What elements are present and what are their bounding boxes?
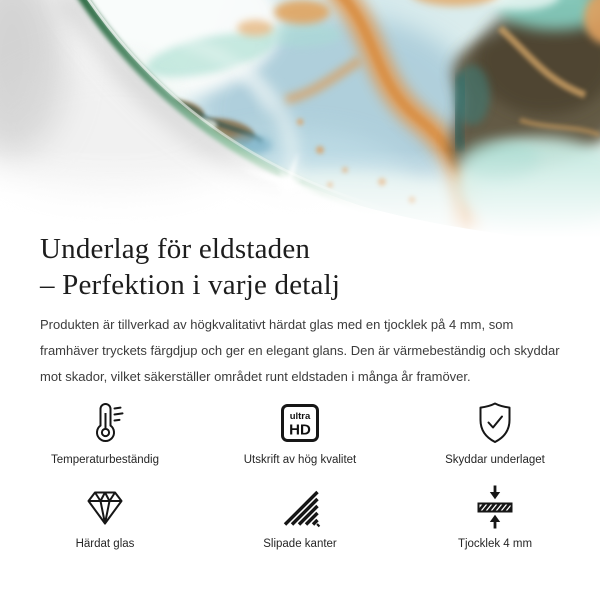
thermometer-icon — [81, 399, 129, 447]
feature-label: Temperaturbeständig — [50, 454, 160, 466]
feature-label: Härdat glas — [75, 538, 135, 550]
feature-label: Utskrift av hög kvalitet — [243, 454, 357, 466]
shield-check-icon — [471, 399, 519, 447]
feature-thickness — [420, 483, 570, 550]
diamond-icon — [81, 483, 129, 531]
page-title-line1: Underlag för eldstaden — [40, 233, 311, 265]
page-title — [40, 231, 340, 303]
product-description: Produkten är tillverkad av högkvalitativt härdat glas med en tjocklek på 4 mm, som framhäver tryckets färgdjup och ger en elegant glans. Den är värmebeständig och skyddar mot skador, vilket säkerställer området runt eldstaden i många år framöver. — [40, 317, 560, 384]
feature-protects — [420, 399, 570, 466]
beveled-edge-icon — [276, 483, 324, 531]
thickness-icon — [471, 483, 519, 531]
feature-grid — [30, 399, 570, 550]
feature-print-quality — [225, 399, 375, 466]
ultra-text: ultra — [289, 411, 311, 422]
page-title-line2: – Perfektion i varje detalj — [40, 269, 341, 301]
feature-polished-edges — [225, 483, 375, 550]
feature-label: Tjocklek 4 mm — [457, 538, 533, 550]
photo-fade — [0, 0, 600, 240]
glass-panel-image — [0, 0, 600, 240]
product-photo — [0, 0, 600, 240]
feature-label: Slipade kanter — [263, 538, 337, 550]
feature-label: Skyddar underlaget — [445, 454, 545, 466]
feature-temperature — [30, 399, 180, 466]
hd-text: HD — [289, 421, 311, 439]
feature-tempered-glass — [30, 483, 180, 550]
ultra-hd-icon — [276, 399, 324, 447]
